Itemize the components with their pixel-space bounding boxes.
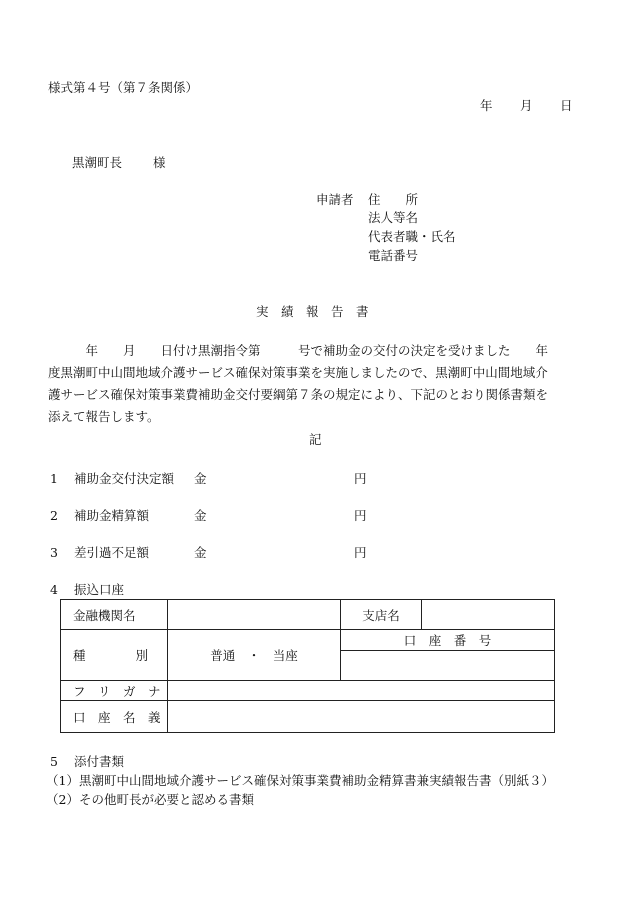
- bank-account-table: [60, 599, 555, 733]
- ki-heading: 記: [309, 432, 322, 447]
- holder-label: 口 座 名 義: [61, 701, 168, 733]
- addressee-honorific: 様: [153, 155, 166, 170]
- item-number: 2: [50, 508, 58, 523]
- institution-value[interactable]: [168, 600, 341, 630]
- date-month-label: 月: [520, 98, 533, 113]
- item-kin: 金: [194, 508, 207, 523]
- item-kin: 金: [194, 545, 207, 560]
- account-type-label: 種 別: [61, 630, 168, 681]
- attachment-item: （2）その他町長が必要と認める書類: [46, 792, 254, 807]
- item-label: 補助金交付決定額: [74, 471, 175, 486]
- item-number: 3: [50, 545, 58, 560]
- bank-section-number: 4: [50, 582, 58, 597]
- bank-section-heading: 振込口座: [74, 582, 125, 597]
- item-yen: 円: [354, 508, 367, 523]
- body-line: 年 月 日付け黒潮指令第 号で補助金の交付の決定を受けました 年: [48, 343, 549, 358]
- attachment-item: （1）黒潮町中山間地域介護サービス確保対策事業費補助金精算書兼実績報告書（別紙３）: [46, 773, 554, 788]
- body-line: 度黒潮町中山間地域介護サービス確保対策事業を実施しましたので、黒潮町中山間地域介: [48, 365, 548, 380]
- furigana-value[interactable]: [168, 681, 555, 701]
- item-kin: 金: [194, 471, 207, 486]
- branch-label: 支店名: [341, 600, 422, 630]
- account-number-label: 口 座 番 号: [341, 630, 555, 651]
- holder-value[interactable]: [168, 701, 555, 733]
- attachments-number: 5: [50, 754, 58, 769]
- date-day-label: 日: [560, 98, 573, 113]
- item-label: 差引過不足額: [74, 545, 150, 560]
- item-yen: 円: [354, 471, 367, 486]
- account-type-options[interactable]: 普通 ・ 当座: [168, 630, 341, 681]
- date-year-label: 年: [480, 98, 493, 113]
- institution-label: 金融機関名: [61, 600, 168, 630]
- branch-value[interactable]: [422, 600, 555, 630]
- item-label: 補助金精算額: [74, 508, 150, 523]
- body-line: 添えて報告します。: [48, 409, 160, 424]
- applicant-corp-label: 法人等名: [368, 210, 419, 225]
- page-title: 実 績 報 告 書: [256, 304, 369, 319]
- body-paragraph: [48, 340, 585, 428]
- account-number-value[interactable]: [341, 651, 555, 681]
- attachments-heading: 添付書類: [74, 754, 125, 769]
- item-yen: 円: [354, 545, 367, 560]
- applicant-label: 申請者: [316, 192, 354, 207]
- addressee-name: 黒潮町長: [72, 155, 123, 170]
- applicant-address-label: 住 所: [368, 192, 419, 207]
- body-line: 護サービス確保対策事業費補助金交付要綱第７条の規定により、下記のとおり関係書類を: [48, 387, 549, 402]
- furigana-label: フ リ ガ ナ: [61, 681, 168, 701]
- applicant-rep-label: 代表者職・氏名: [368, 229, 456, 244]
- applicant-phone-label: 電話番号: [368, 248, 419, 263]
- form-number: 様式第４号（第７条関係）: [48, 80, 199, 95]
- item-number: 1: [50, 471, 58, 486]
